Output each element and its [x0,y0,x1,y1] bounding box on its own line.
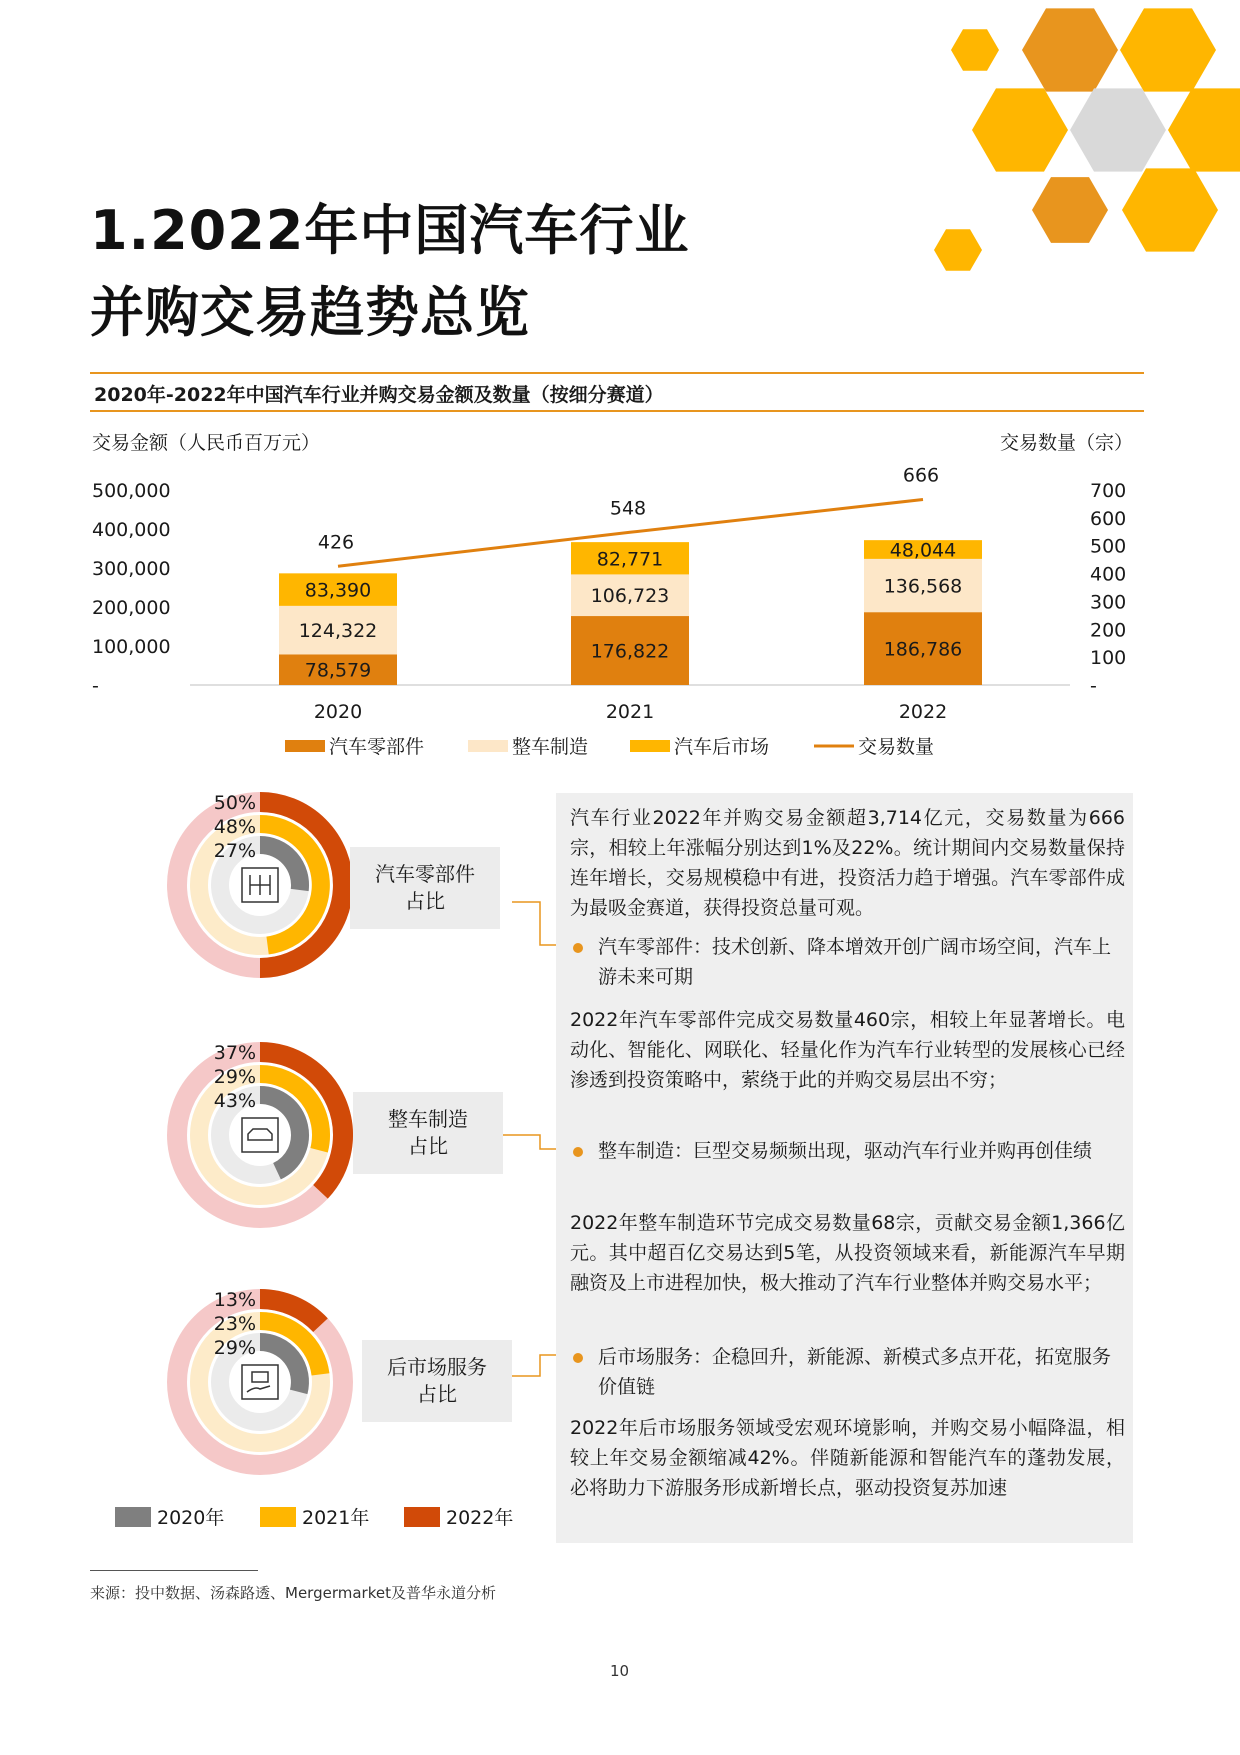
line-value-label: 426 [317,531,355,554]
donut-label-vehicle-line1: 整车制造 [388,1107,468,1131]
source-note: 来源：投中数据、汤森路透、Mergermarket及普华永道分析 [90,1584,496,1602]
page-title-line-1: 1.2022年中国汽车行业 [90,199,690,262]
bar-value-label: 48,044 [889,539,957,562]
commentary-paragraph-2: 2022年汽车零部件完成交易数量460宗，相较上年显著增长。电动化、智能化、网联化、轻量化作为汽车行业转型的发展核心已经渗透到投资策略中，萦绕于此的并购交易层出不穷； [570,1009,1125,1091]
y-tick-label: 500,000 [92,480,171,502]
donut-percent-label: 50% [213,792,256,814]
commentary-paragraph-4: 2022年后市场服务领域受宏观环境影响，并购交易小幅降温，相较上年交易金额缩减42%。伴随新能源和智能汽车的蓬勃发展，必将助力下游服务形成新增长点，驱动投资复苏加速 [570,1417,1125,1499]
donut-label-aftermarket-line1: 后市场服务 [387,1355,487,1379]
donut-label-aftermarket-line2: 占比 [417,1382,457,1406]
bar-value-label: 82,771 [596,548,664,571]
donut-percent-label: 48% [213,816,256,838]
chart-title: 2020年-2022年中国汽车行业并购交易金额及数量（按细分赛道） [94,384,664,406]
donut-legend-2021 [260,1503,369,1530]
commentary-bullet-parts: 汽车零部件：技术创新、降本增效开创广阔市场空间，汽车上游未来可期 [598,932,1125,992]
legend-swatch-2022 [404,1507,440,1527]
commentary-paragraph-1: 汽车行业2022年并购交易金额超3,714亿元，交易数量为666宗，相较上年涨幅分别达到1%及22%。统计期间内交易数量保持连年增长，交易规模稳中有进，投资活力趋于增强。汽车零部件成为最吸金赛道，获得投资总量可观。 [570,807,1125,919]
legend-label: 整车制造 [512,736,589,758]
legend-label: 汽车后市场 [674,736,770,758]
donut-label-vehicle-line2: 占比 [408,1134,448,1158]
legend-label-2021: 2021年 [302,1507,370,1529]
donut-label-parts-line2: 占比 [405,889,445,913]
page-number: 10 [610,1662,630,1680]
y2-tick-label: 300 [1090,591,1127,614]
donut-percent-label: 43% [213,1090,256,1112]
right-axis-label: 交易数量（宗） [1000,432,1134,454]
legend-label-2022: 2022年 [446,1507,514,1529]
donut-label-parts-line1: 汽车零部件 [375,862,475,886]
legend-label: 交易数量 [858,736,935,758]
x-tick-label: 2021 [605,701,655,723]
y2-tick-label: 500 [1090,535,1127,558]
legend-swatch-2020 [115,1507,151,1527]
donut-percent-label: 13% [213,1289,256,1311]
y2-tick-label: 100 [1090,647,1127,670]
bar-value-label: 186,786 [883,638,963,661]
donut-percent-label: 29% [213,1066,256,1088]
commentary-bullet-vehicle: 整车制造：巨型交易频频出现，驱动汽车行业并购再创佳绩 [598,1136,1125,1166]
bar-value-label: 176,822 [590,640,670,663]
bar-value-label: 78,579 [304,659,372,682]
donut-percent-label: 27% [213,840,256,862]
legend-swatch-2021 [260,1507,296,1527]
y2-tick-label: 700 [1090,480,1127,502]
line-value-label: 548 [609,497,647,520]
donut-percent-label: 23% [213,1313,256,1335]
page-title-line-2: 并购交易趋势总览 [90,281,530,344]
x-tick-label: 2020 [313,701,363,723]
y-tick-label: 200,000 [92,597,171,619]
bar-value-label: 83,390 [304,579,372,602]
y-tick-label: 400,000 [92,519,171,541]
y2-tick-label: 200 [1090,619,1127,642]
y2-tick-label: 400 [1090,563,1127,586]
y-tick-label: 300,000 [92,558,171,580]
line-value-label: 666 [902,464,940,487]
donut-legend-2020 [115,1503,224,1530]
donut-legend-2022 [404,1503,513,1530]
bar-value-label: 136,568 [883,575,963,598]
y-tick-label: 100,000 [92,636,171,658]
y-tick-label: - [92,675,99,697]
bar-value-label: 106,723 [590,585,670,608]
left-axis-label: 交易金额（人民币百万元） [92,432,321,454]
y2-tick-label: - [1090,675,1097,697]
source-rule [90,1570,258,1571]
donut-percent-label: 37% [213,1042,256,1064]
commentary-bullet-aftermarket: 后市场服务：企稳回升，新能源、新模式多点开花，拓宽服务价值链 [598,1342,1125,1402]
legend-label-2020: 2020年 [157,1507,225,1529]
x-tick-label: 2022 [898,701,948,723]
legend-label: 汽车零部件 [329,736,425,758]
y2-tick-label: 600 [1090,507,1127,530]
commentary-paragraph-3: 2022年整车制造环节完成交易数量68宗，贡献交易金额1,366亿元。其中超百亿交易达到5笔，从投资领域来看，新能源汽车早期融资及上市进程加快，极大推动了汽车行业整体并购交易水平； [570,1212,1125,1294]
donut-percent-label: 29% [213,1337,256,1359]
bar-value-label: 124,322 [298,620,378,643]
